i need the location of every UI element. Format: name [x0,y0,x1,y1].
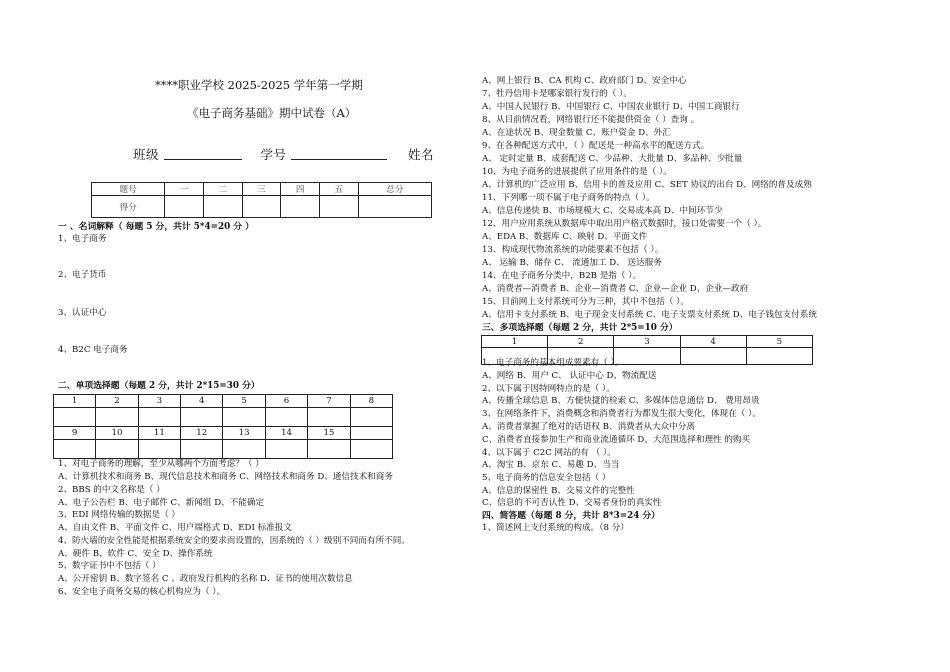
question-line: 3、在网络条件下，消费概念和消费者行为都发生很大变化，体现在（ ）。 [482,409,761,419]
grid-answer-cell[interactable] [223,440,265,459]
grid-answer-cell[interactable] [54,440,96,459]
grid-answer-cell[interactable] [181,408,223,427]
question-line: A、网络 B、用户 C、 认证中心 D、物流配送 [482,371,657,381]
section4-item: 1、简述网上支付系统的构成。（8 分） [482,523,629,533]
grid-answer-cell[interactable] [265,440,307,459]
grid-number-cell: 1 [54,395,96,408]
question-line: 1、电子商务的基本组成要素有（ ）。 [482,358,624,368]
exam-title: 《电子商务基础》期中试卷（A） [187,106,357,120]
score-header-cell: 二 [203,183,242,196]
question-line: 15、目前网上支付系统可分为三种，其中不包括（ ）。 [482,297,690,307]
question-line: 7、牡丹信用卡是哪家银行发行的（ ）。 [482,89,632,99]
question-line: A、 运输 B、储存 C、 流通加工 D、 送达服务 [482,258,662,268]
score-cell[interactable] [281,196,320,218]
grid-answer-cell[interactable] [138,440,180,459]
question-line: A、公开密钥 B、数字签名 C 、政府发行机构的名称 D、证书的使用次数信息 [58,574,353,584]
question-line: 11、下列哪一项不属于电子商务的特点（ ）。 [482,193,655,203]
question-line: 8、从目前情况看，网络银行还不能提供资金（ ）查询 。 [482,115,700,125]
score-cell[interactable] [203,196,242,218]
question-line: A、淘宝 B、京东 C、易趣 D、当当 [482,460,620,470]
grid-answer-cell[interactable] [614,348,680,365]
section1-item: 2、电子货币 [58,270,107,280]
question-line: A、在途状况 B、现金数量 C、账户资金 D、外汇 [482,128,671,138]
score-table [91,182,432,218]
score-cell[interactable] [319,196,358,218]
question-line: A、消费者—消费者 B、企业—消费者 C、企业—企业 D、企业—政府 [482,284,749,294]
grid-answer-cell[interactable] [350,440,392,459]
grid-number-cell: 3 [138,395,180,408]
question-line: A、计算机技术和商务 B、现代信息技术和商务 C、网络技术和商务 D、通信技术和商务 [58,472,393,482]
section3-title: 三、多项选择题（每题 2 分，共计 2*5=10 分） [482,323,678,333]
score-header-cell: 三 [242,183,281,196]
score-header-cell: 五 [319,183,358,196]
section1-item: 1、电子商务 [58,234,107,244]
question-line: 5、电子商务的信息安全包括（ ） [482,473,611,483]
grid-number-cell: 14 [265,427,307,440]
grid-number-cell: 5 [746,336,812,348]
section1-item: 4、B2C 电子商务 [58,345,128,355]
grid-answer-cell[interactable] [96,440,138,459]
question-line: 4、防火墙的安全性能是根据系统安全的要求而设置的，因系统的（ ）级别不同而有所不同。 [58,536,410,546]
grid-number-cell: 15 [308,427,350,440]
grid-answer-cell[interactable] [308,408,350,427]
question-line: A、计算机的广泛应用 B、信用卡的普及应用 C、SET 协议的出台 D、网络的普及成熟 [482,180,812,190]
single-choice-answer-grid [53,394,393,459]
grid-answer-cell[interactable] [350,408,392,427]
student-id-label: 学号 [260,147,287,162]
student-info-row [133,147,434,160]
question-line: 2、BBS 的中文名称是（ ） [58,485,165,495]
grid-number-cell: 12 [181,427,223,440]
grid-number-cell: 6 [265,395,307,408]
grid-number-cell [350,427,392,440]
section1-item: 3、认证中心 [58,308,107,318]
question-line: A、信用卡支付系统 B、电子现金支付系统 C、电子支票支付系统 D、电子钱包支付系统 [482,310,817,320]
grid-number-cell: 9 [54,427,96,440]
question-line: 12、用户应用系统从数据库中取出用户格式数据时，接口处需要一个（ ）。 [482,219,767,229]
grid-number-cell: 3 [614,336,680,348]
section4-title: 四、简答题（每题 8 分，共计 8*3=24 分） [482,511,660,521]
class-label: 班级 [133,147,160,162]
grid-answer-cell[interactable] [54,408,96,427]
school-term-title: ****职业学校 2025-2025 学年第一学期 [155,78,363,92]
score-cell[interactable] [358,196,431,218]
question-line: A、自由文件 B、平面文件 C、用户端格式 D、EDI 标准报文 [58,523,292,533]
grid-number-cell: 13 [223,427,265,440]
question-line: 1、对电子商务的理解，至少从哪两个方面考虑？（ ） [58,459,264,469]
question-line: A、网上银行 B、CA 机构 C、政府部门 D、安全中心 [482,76,687,86]
question-line: A、信息传递快 B、市场规模大 C、交易成本高 D、中间环节少 [482,206,723,216]
grid-answer-cell[interactable] [223,408,265,427]
grid-answer-cell[interactable] [138,408,180,427]
question-line: C、消费者直接参加生产和商业流通循环 D、大范围选择和理性 的购买 [482,435,751,445]
question-line: 10、为电子商务的进展提供了应用条件的是（ ）。 [482,167,672,177]
student-id-field[interactable] [291,147,387,160]
question-line: A、 定时定量 B、成套配送 C、少品种、大批量 D、多品种、少批量 [482,154,743,164]
question-line: C、信息的不可否认性 D、交易者身份的真实性 [482,498,662,508]
question-line: 9、在各种配送方式中，（ ）配送是一种高水平的配送方式。 [482,141,710,151]
score-header-cell: 一 [165,183,204,196]
question-line: 4、以下属于 C2C 网站的有 （ ）。 [482,448,616,458]
question-line: A、中国人民银行 B、中国银行 C、中国农业银行 D、中国工商银行 [482,102,740,112]
grid-number-cell: 2 [548,336,614,348]
grid-answer-cell[interactable] [181,440,223,459]
question-line: A、硬件 B、软件 C、安全 D、操作系统 [58,549,213,559]
grid-answer-cell[interactable] [680,348,746,365]
question-line: A、传播全球信息 B、方便快捷的检索 C、多媒体信息通信 D、 费用昂贵 [482,396,760,406]
grid-number-cell: 7 [308,395,350,408]
score-cell[interactable] [165,196,204,218]
question-line: A、信息的保密性 B、交易文件的完整性 [482,486,635,496]
question-line: 13、构成现代物流系统的功能要素不包括（ ）。 [482,245,664,255]
grid-number-cell: 10 [96,427,138,440]
score-row-label: 得分 [92,196,165,218]
grid-answer-cell[interactable] [265,408,307,427]
score-cell[interactable] [242,196,281,218]
grid-number-cell: 1 [482,336,548,348]
question-line: 5、数字证书中不包括（ ） [58,561,161,571]
grid-number-cell: 11 [138,427,180,440]
name-label: 姓名 [407,147,434,162]
grid-answer-cell[interactable] [96,408,138,427]
question-line: 3、EDI 网络传输的数据是（ ） [58,510,181,520]
question-line: 6、安全电子商务交易的核心机构应为（ ）。 [58,587,226,597]
question-line: 14、在电子商务分类中，B2B 是指（ ）。 [482,271,642,281]
section1-title: 一 、名词解释（ 每题 5 分，共计 5*4=20 分 ） [58,222,254,232]
grid-answer-cell[interactable] [308,440,350,459]
grid-number-cell: 4 [680,336,746,348]
grid-answer-cell[interactable] [746,348,812,365]
grid-number-cell: 8 [350,395,392,408]
score-header-cell: 总分 [358,183,431,196]
class-field[interactable] [164,147,242,160]
question-line: 2、以下属于因特网特点的是（ ）。 [482,384,615,394]
section2-title: 二、单项选择题（每题 2 分，共计 2*15=30 分） [58,381,260,391]
question-line: A、EDA B、数据库 C、映射 D、平面文件 [482,232,648,242]
grid-number-cell: 5 [223,395,265,408]
question-line: A、消费者掌握了绝对的话语权 B、消费者从大众中分离 [482,422,695,432]
score-header-cell: 四 [281,183,320,196]
question-line: A、电子公告栏 B、电子邮件 C、新闻组 D、不能确定 [58,498,265,508]
score-header-cell: 题号 [92,183,165,196]
grid-number-cell: 2 [96,395,138,408]
grid-number-cell: 4 [181,395,223,408]
